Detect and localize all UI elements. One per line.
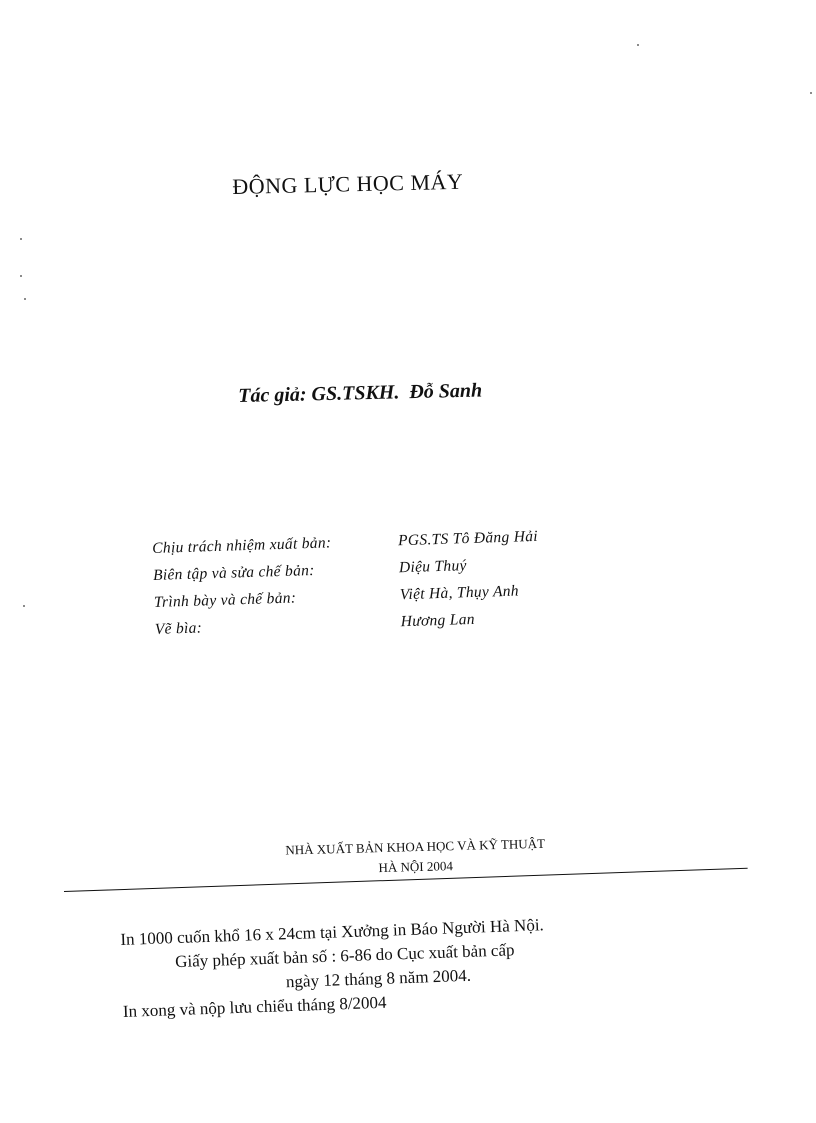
author-label: Tác giả: GS.TSKH. <box>238 381 400 407</box>
printing-line: In 1000 cuốn khổ 16 x 24cm tại Xưởng in Báo Người Hà Nội. <box>120 915 545 949</box>
credit-label: Vẽ bìa: <box>154 619 203 638</box>
credit-label: Biên tập và sửa chế bản: <box>152 561 315 584</box>
scan-speck <box>637 44 639 46</box>
credit-value: PGS.TS Tô Đăng Hải <box>397 527 539 550</box>
book-title: ĐỘNG LỰC HỌC MÁY <box>232 168 464 199</box>
printing-info <box>120 908 703 1024</box>
credits-list <box>152 526 615 648</box>
scan-speck <box>20 275 22 277</box>
scan-speck <box>24 298 26 300</box>
credit-value: Diệu Thuý <box>398 557 467 577</box>
printing-line: ngày 12 tháng 8 năm 2004. <box>285 965 472 992</box>
printing-line: In xong và nộp lưu chiểu tháng 8/2004 <box>122 992 387 1021</box>
publisher-place-year: HÀ NỘI 2004 <box>378 858 454 876</box>
credit-value: Hương Lan <box>400 610 476 631</box>
printing-line: Giấy phép xuất bản số : 6-86 do Cục xuất bản cấp <box>174 940 515 972</box>
scan-speck <box>23 605 25 607</box>
author-line <box>238 379 482 408</box>
scan-speck <box>810 92 812 94</box>
credit-value: Việt Hà, Thụy Anh <box>399 582 520 604</box>
credit-label: Chịu trách nhiệm xuất bản: <box>152 534 332 557</box>
credit-label: Trình bày và chế bản: <box>153 589 297 611</box>
scan-speck <box>20 238 22 240</box>
publisher-name: NHÀ XUẤT BẢN KHOA HỌC VÀ KỸ THUẬT <box>285 835 546 858</box>
author-name: Đỗ Sanh <box>409 379 483 404</box>
